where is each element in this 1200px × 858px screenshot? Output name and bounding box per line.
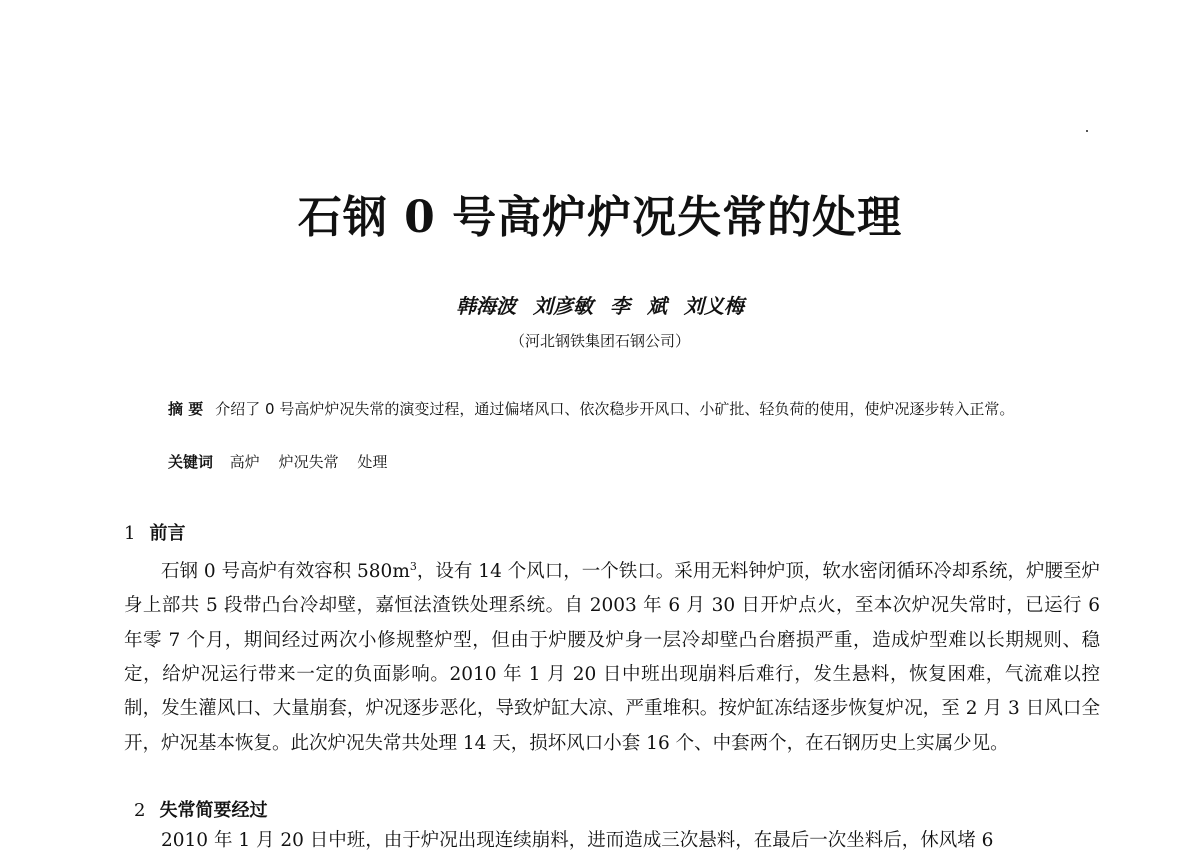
abstract — [168, 396, 1058, 422]
section-number: 2 — [134, 800, 146, 821]
affiliation: （河北钢铁集团石钢公司） — [509, 332, 690, 350]
keyword-item: 高炉 — [229, 453, 260, 471]
intro-text-start: 石钢 0 号高炉有效容积 580m — [161, 561, 410, 583]
author-list: 韩海波 刘彦敏 李 斌 刘义梅 — [456, 294, 744, 318]
keywords-label: 关键词 — [168, 453, 214, 471]
cubic-superscript: 3 — [409, 560, 417, 573]
intro-paragraph — [124, 550, 1100, 761]
abstract-text: 介绍了 0 号高炉炉况失常的演变过程，通过偏堵风口、依次稳步开风口、小矿批、轻负荷的使用，使炉况逐步转入正常。 — [215, 400, 1015, 418]
section-title: 失常简要经过 — [159, 800, 268, 821]
keyword-item: 炉况失常 — [278, 453, 339, 471]
section-heading-intro — [124, 519, 185, 545]
paper-title: 石钢 0 号高炉炉况失常的处理 — [297, 192, 903, 243]
intro-text-rest: ，设有 14 个风口，一个铁口。采用无料钟炉顶，软水密闭循环冷却系统，炉腰至炉身上部共 5 段带凸台冷却壁，嘉恒法渣铁处理系统。自 2003 年 6 月 30 日开炉点火，至本次炉况失常时，已运行 6 年零 7 个月，期间经过两次小修规整炉型，但由于炉腰及炉身一层冷却壁凸台磨损严重，造成炉型难以长期规则、稳定，给炉况运行带来一定的负面影响。2010 年 1 月 20 日中班出现崩料后难行，发生悬料，恢复困难，气流难以控制，发生灌风口、大量崩套，炉况逐步恶化，导致炉缸大凉、严重堆积。按炉缸冻结逐步恢复炉况，至 2 月 3 日风口全开，炉况基本恢复。此次炉况失常共处理 14 天，损坏风口小套 16 个、中套两个，在石钢历史上实属少见。 — [124, 561, 1100, 754]
keywords — [168, 451, 401, 472]
abstract-label: 摘 要 — [168, 400, 204, 418]
keyword-item: 处理 — [357, 453, 388, 471]
summary-paragraph: 2010 年 1 月 20 日中班，由于炉况出现连续崩料，进而造成三次悬料，在最后一次坐料后，休风堵 6 — [161, 830, 994, 851]
section-heading-summary — [134, 796, 267, 822]
section-title: 前言 — [149, 523, 186, 544]
section-number: 1 — [124, 523, 136, 544]
scan-speck — [1086, 130, 1088, 132]
